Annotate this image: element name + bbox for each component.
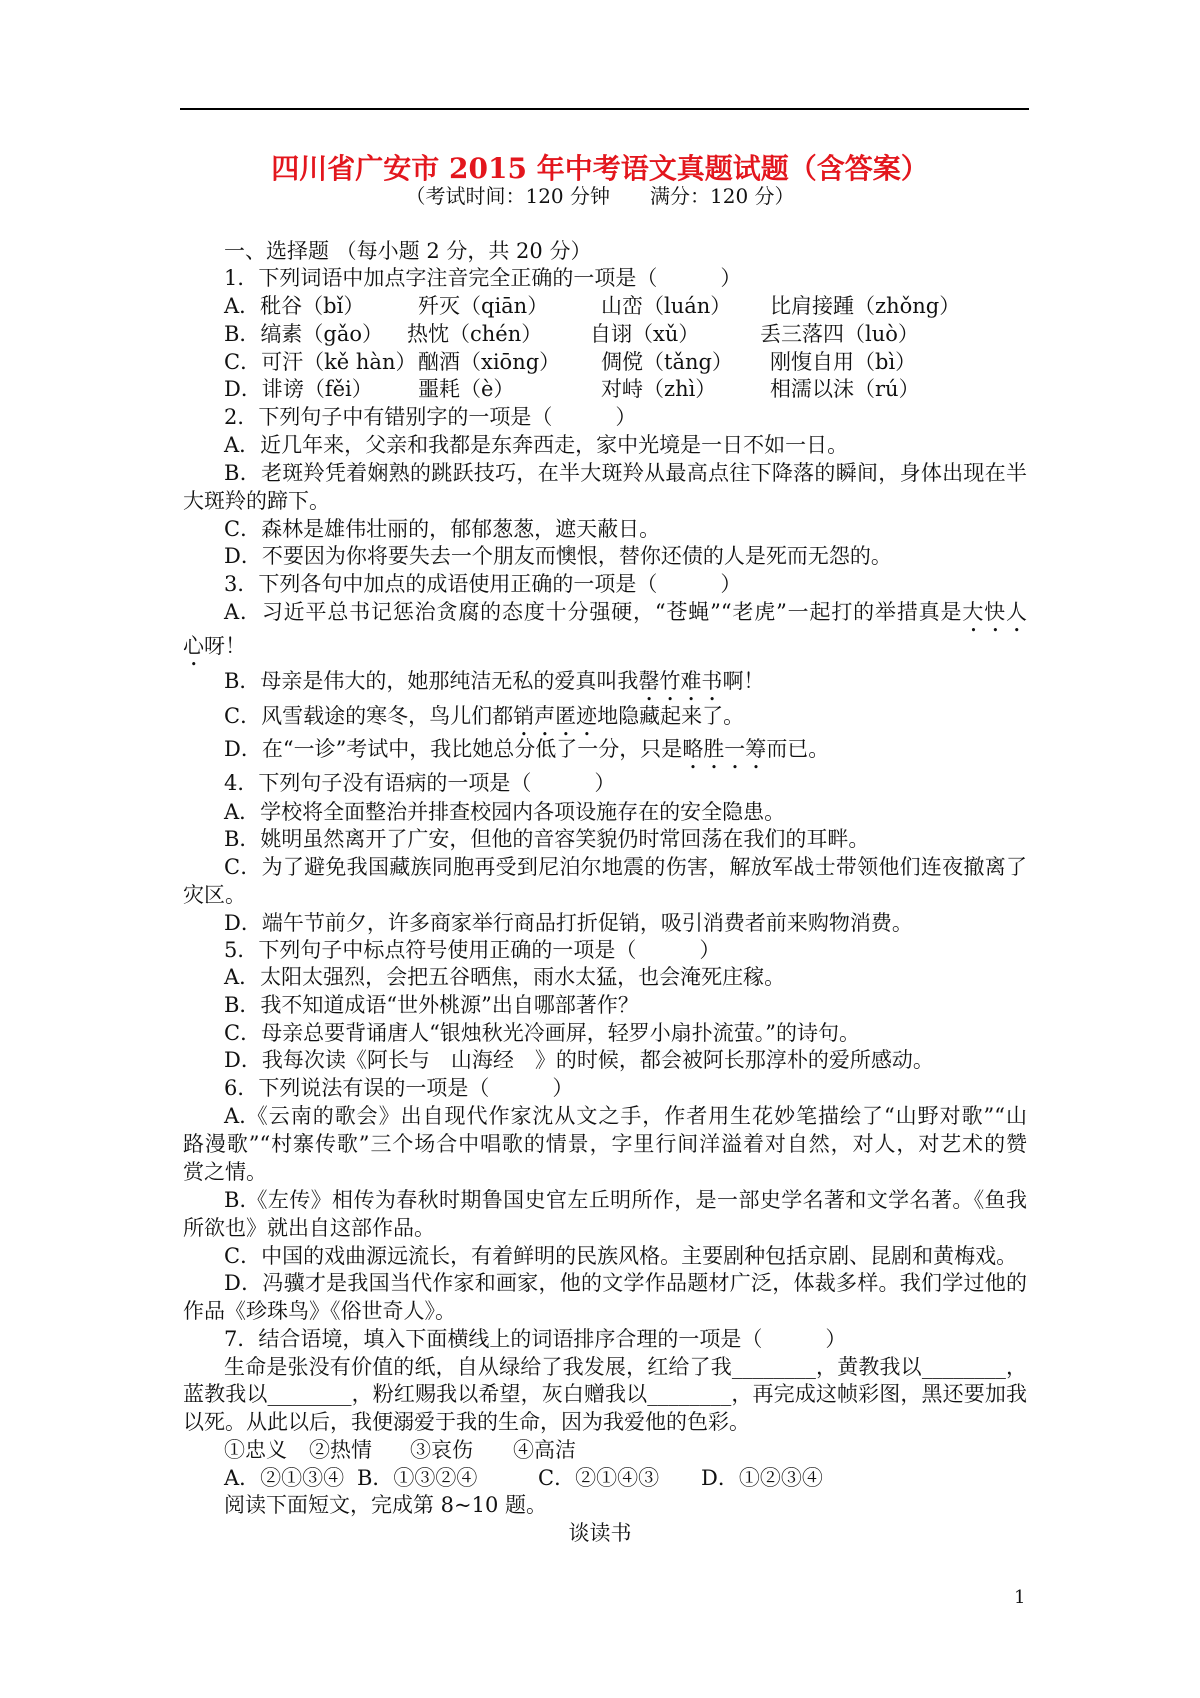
option-text: 呀！ <box>204 634 246 658</box>
q7-word-4: ④高洁 <box>513 1438 576 1462</box>
option-text: A．习近平总书记惩治贪腐的态度十分强硬，“苍蝇”“老虎”一起打的举措真是 <box>224 600 963 624</box>
q7-choice-a: A．②①③④ <box>224 1466 345 1490</box>
dotted-idiom: 大快人 <box>962 600 1027 624</box>
option-text: C．风雪载途的寒冬，鸟儿们都 <box>224 704 514 728</box>
q1-option-c-item: 酗酒（xiōng） <box>418 350 561 374</box>
option-text: B．母亲是伟大的，她那纯洁无私的爱真叫我 <box>224 669 639 693</box>
q3-option-a-continued <box>183 632 246 671</box>
q1-option-d-item: 对峙（zhì） <box>601 377 717 401</box>
q7-word-2: ②热情 <box>309 1438 372 1462</box>
q7-passage-line: 以死。从此以后，我便溺爱于我的生命，因为我爱他的色彩。 <box>183 1410 750 1434</box>
q1-option-d-item: 相濡以沫（rú） <box>770 377 920 401</box>
q1-option-a-item: A．秕谷（bǐ） <box>224 294 365 318</box>
q1-option-d-item: 噩耗（è） <box>418 377 515 401</box>
dotted-idiom: 心 <box>183 634 204 658</box>
option-text: 啊！ <box>722 669 765 693</box>
q7-stem: 7．结合语境，填入下面横线上的词语排序合理的一项是（ ） <box>224 1327 847 1351</box>
q2-option-b-continued: 大斑羚的蹄下。 <box>183 489 330 513</box>
q7-passage-line: 生命是张没有价值的纸，自从绿给了我发展，红给了我________，黄教我以________， <box>224 1355 1027 1379</box>
q1-option-c-item: 刚愎自用（bì） <box>770 350 917 374</box>
q1-option-a-item: 比肩接踵（zhǒng） <box>770 294 961 318</box>
q3-stem: 3．下列各句中加点的成语使用正确的一项是（ ） <box>224 572 742 596</box>
q4-stem: 4．下列句子没有语病的一项是（ ） <box>224 771 616 795</box>
page-number: 1 <box>1014 1587 1026 1608</box>
q6-option-a-continued: 赏之情。 <box>183 1160 267 1184</box>
q1-option-b-item: 自诩（xǔ） <box>590 322 700 346</box>
q5-option-a: A．太阳太强烈，会把五谷晒焦，雨水太猛，也会淹死庄稼。 <box>224 965 786 989</box>
q1-option-c-item: 倜傥（tǎng） <box>601 350 733 374</box>
q7-word-3: ③哀伤 <box>410 1438 473 1462</box>
q3-option-a <box>224 598 1027 637</box>
q2-option-b: B．老斑羚凭着娴熟的跳跃技巧，在半大斑羚从最高点往下降落的瞬间，身体出现在半 <box>224 461 1027 485</box>
q7-choice-b: B．①③②④ <box>357 1466 478 1490</box>
q5-stem: 5．下列句子中标点符号使用正确的一项是（ ） <box>224 938 721 962</box>
q1-option-b-item: 丢三落四（luò） <box>760 322 919 346</box>
section-heading: 一、选择题 （每小题 2 分，共 20 分） <box>224 239 592 263</box>
q7-passage-line: 蓝教我以________，粉红赐我以希望，灰白赠我以________，再完成这帧彩图，黑还要加我 <box>183 1382 1027 1406</box>
q6-stem: 6．下列说法有误的一项是（ ） <box>224 1076 574 1100</box>
q2-stem: 2．下列句子中有错别字的一项是（ ） <box>224 405 637 429</box>
q1-option-b-item: 热忱（chén） <box>407 322 543 346</box>
dotted-idiom: 销声匿迹 <box>513 704 598 728</box>
q6-option-d: D．冯骥才是我国当代作家和画家，他的文学作品题材广泛，体裁多样。我们学过他的 <box>224 1271 1027 1295</box>
q6-option-a-continued: 路漫歌”“村寨传歌”三个场合中唱歌的情景，字里行间洋溢着对自然，对人，对艺术的赞 <box>183 1132 1027 1156</box>
q2-option-a: A．近几年来，父亲和我都是东奔西走，家中光境是一日不如一日。 <box>224 433 849 457</box>
reading-passage-title: 谈读书 <box>568 1521 632 1545</box>
exam-info: （考试时间：120 分钟 满分：120 分） <box>405 184 795 208</box>
q4-option-c: C．为了避免我国藏族同胞再受到尼泊尔地震的伤害，解放军战士带领他们连夜撤离了 <box>224 855 1027 879</box>
q4-option-d: D．端午节前夕，许多商家举行商品打折促销，吸引消费者前来购物消费。 <box>224 911 913 935</box>
q5-option-b: B．我不知道成语“世外桃源”出自哪部著作？ <box>224 993 639 1017</box>
q6-option-a: A.《云南的歌会》出自现代作家沈从文之手，作者用生花妙笔描绘了“山野对歌”“山 <box>224 1104 1027 1128</box>
q4-option-c-continued: 灾区。 <box>183 883 246 907</box>
q1-option-b-item: B．缟素（gǎo） <box>224 322 384 346</box>
q5-option-d: D．我每次读《阿长与 山海经 》的时候，都会被阿长那淳朴的爱所感动。 <box>224 1048 934 1072</box>
q1-option-a-item: 歼灭（qiān） <box>418 294 549 318</box>
option-text: 而已。 <box>766 737 830 761</box>
q6-option-b: B.《左传》相传为春秋时期鲁国史官左丘明所作，是一部史学名著和文学名著。《鱼我 <box>224 1188 1027 1212</box>
q1-option-c-item: C．可汗（kě hàn） <box>224 350 417 374</box>
q7-choice-d: D．①②③④ <box>701 1466 823 1490</box>
option-text: 地隐藏起来了。 <box>597 704 745 728</box>
q1-stem: 1．下列词语中加点字注音完全正确的一项是（ ） <box>224 266 742 290</box>
q3-option-b <box>224 667 764 706</box>
q5-option-c: C．母亲总要背诵唐人“银烛秋光冷画屏，轻罗小扇扑流萤。”的诗句。 <box>224 1021 861 1045</box>
reading-instruction: 阅读下面短文，完成第 8~10 题。 <box>224 1493 548 1517</box>
q1-option-a-item: 山峦（luán） <box>601 294 732 318</box>
option-text: D．在“一诊”考试中，我比她总分低了一分，只是 <box>224 737 683 761</box>
q6-option-c: C．中国的戏曲源远流长，有着鲜明的民族风格。主要剧种包括京剧、昆剧和黄梅戏。 <box>224 1244 1018 1268</box>
dotted-idiom: 罄竹难书 <box>638 669 723 693</box>
q2-option-d: D．不要因为你将要失去一个朋友而懊恨，替你还债的人是死而无怨的。 <box>224 544 892 568</box>
q4-option-a: A．学校将全面整治并排查校园内各项设施存在的安全隐患。 <box>224 800 786 824</box>
q1-option-d-item: D．诽谤（fěi） <box>224 377 373 401</box>
document-title: 四川省广安市 2015 年中考语文真题试题（含答案） <box>271 152 929 185</box>
q2-option-c: C．森林是雄伟壮丽的，郁郁葱葱，遮天蔽日。 <box>224 517 661 541</box>
header-rule <box>180 108 1029 110</box>
q7-word-1: ①忠义 <box>224 1438 287 1462</box>
q4-option-b: B．姚明虽然离开了广安，但他的音容笑貌仍时常回荡在我们的耳畔。 <box>224 827 870 851</box>
q7-choice-c: C．②①④③ <box>538 1466 660 1490</box>
q6-option-b-continued: 所欲也》就出自这部作品。 <box>183 1216 435 1240</box>
dotted-idiom: 略胜一筹 <box>682 737 767 761</box>
q6-option-d-continued: 作品《珍珠鸟》《俗世奇人》。 <box>183 1299 456 1323</box>
